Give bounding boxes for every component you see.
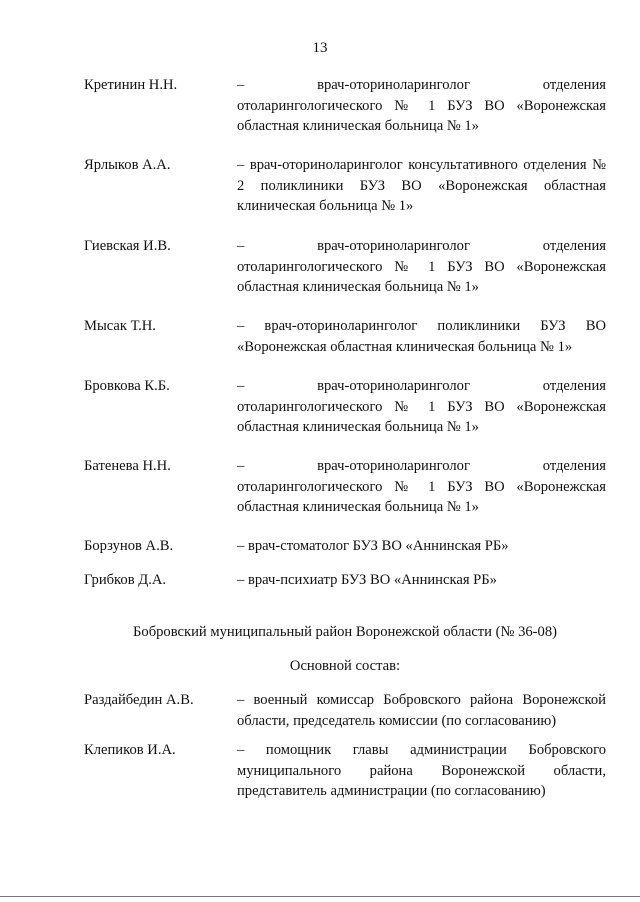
member-entry [84,75,606,137]
member-name: Раздайбедин А.В. [84,692,194,708]
member-position: – врач-оториноларинголог отделения отоларингологического № 1 БУЗ ВО «Воронежская областная клиническая больница № 1» [237,378,606,435]
member-name: Батенева Н.Н. [84,458,171,474]
footer-rule [0,896,640,897]
member-name: Кретинин Н.Н. [84,77,178,93]
member-entry [84,570,606,591]
member-name: Клепиков И.А. [84,742,176,758]
member-name: Гиевская И.В. [84,238,171,254]
member-entry [84,376,606,438]
member-position: – врач-оториноларинголог отделения отоларингологического № 1 БУЗ ВО «Воронежская областная клиническая больница № 1» [237,238,606,295]
page-number: 13 [312,40,328,56]
member-name: Мысак Т.Н. [84,318,156,334]
member-entry [84,236,606,298]
member-name: Ярлыков А.А. [84,157,171,173]
member-position: – врач-стоматолог БУЗ ВО «Аннинская РБ» [237,538,509,554]
member-entry [84,536,606,557]
member-position: – врач-оториноларинголог консультативного отделения № 2 поликлиники БУЗ ВО «Воронежская областная клиническая больница № 1» [237,157,606,214]
member-position: – врач-оториноларинголог отделения отоларингологического № 1 БУЗ ВО «Воронежская областная клиническая больница № 1» [237,458,606,515]
member-name: Грибков Д.А. [84,572,167,588]
member-entry [84,690,606,731]
member-position: – военный комиссар Бобровского района Воронежской области, председатель комиссии (по согласованию) [237,692,606,729]
member-entry [84,456,606,518]
member-entry [84,316,606,357]
composition-heading: Основной состав: [289,658,401,674]
member-name: Борзунов А.В. [84,538,174,554]
district-heading: Бобровский муниципальный район Воронежской области (№ 36-08) [133,624,557,640]
member-position: – врач-оториноларинголог поликлиники БУЗ ВО «Воронежская областная клиническая больница № 1» [237,318,606,355]
member-position: – врач-психиатр БУЗ ВО «Аннинская РБ» [237,572,497,588]
member-position: – помощник главы администрации Бобровского муниципального района Воронежской области, представитель администрации (по согласованию) [237,742,606,799]
member-position: – врач-оториноларинголог отделения отоларингологического № 1 БУЗ ВО «Воронежская областная клиническая больница № 1» [237,77,606,134]
member-name: Бровкова К.Б. [84,378,170,394]
member-entry [84,740,606,802]
member-entry [84,155,606,217]
